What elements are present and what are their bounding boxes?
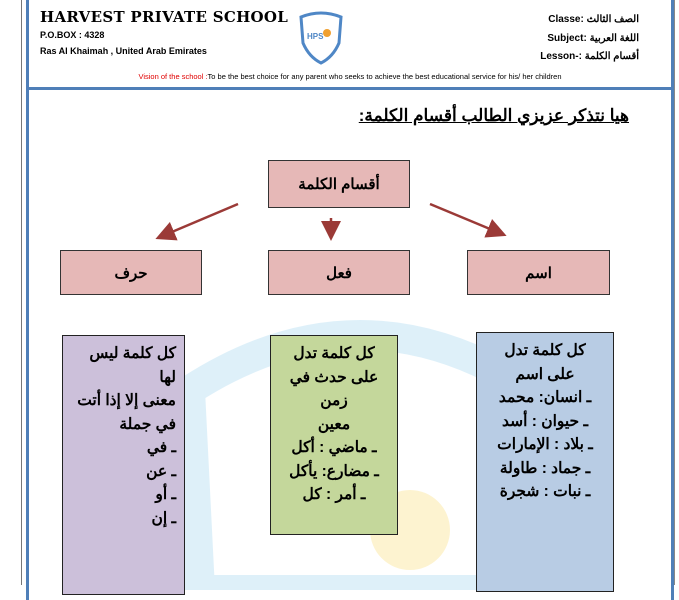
arrow-left bbox=[160, 204, 238, 237]
card-line: ـ بلاد : الإمارات bbox=[497, 436, 593, 453]
category-fiel: فعل bbox=[268, 250, 410, 295]
arrow-right bbox=[430, 204, 502, 234]
card-harf bbox=[62, 335, 185, 595]
card-line: ـ إن bbox=[151, 509, 176, 527]
card-line: ـ أمر : كل bbox=[302, 486, 366, 503]
class-label: Classe: bbox=[548, 14, 584, 25]
lesson-value: أقسام الكلمة bbox=[584, 51, 639, 62]
card-line: معنى إلا إذا أتت bbox=[77, 392, 176, 409]
card-line: ـ أو bbox=[155, 486, 176, 503]
card-fiel bbox=[270, 335, 398, 535]
card-line: على حدث في زمن bbox=[289, 368, 379, 409]
card-line: ـ عن bbox=[146, 462, 176, 480]
subject-label: Subject: bbox=[547, 33, 587, 44]
subject-value: اللغة العربية bbox=[589, 33, 639, 44]
card-ism bbox=[476, 332, 614, 592]
card-line: ـ نبات : شجرة bbox=[499, 483, 591, 500]
card-line: ـ في bbox=[146, 439, 176, 456]
category-harf: حرف bbox=[60, 250, 202, 295]
school-name: HARVEST PRIVATE SCHOOL bbox=[40, 8, 289, 26]
card-line: ـ حيوان : أسد bbox=[501, 412, 588, 430]
vision-label: Vision of the school : bbox=[138, 72, 208, 81]
card-line: في جملة bbox=[119, 415, 176, 433]
svg-text:HPS: HPS bbox=[307, 32, 324, 41]
class-value: الصف الثالث bbox=[586, 14, 639, 25]
page-title: هيا نتذكر عزيزي الطالب أقسام الكلمة: bbox=[358, 106, 629, 125]
category-ism: اسم bbox=[467, 250, 610, 295]
card-line: على اسم bbox=[515, 365, 575, 383]
card-line: ـ انسان: محمد bbox=[498, 389, 592, 406]
lesson-label: Lesson-: bbox=[540, 51, 582, 62]
arrows bbox=[0, 0, 679, 260]
location: Ras Al Khaimah , United Arab Emirates bbox=[40, 46, 207, 56]
card-line: كل كلمة تدل bbox=[293, 345, 375, 362]
card-line: كل كلمة تدل bbox=[504, 342, 586, 359]
card-line: معين bbox=[317, 415, 351, 433]
card-line: ـ مضارع: يأكل bbox=[289, 462, 379, 480]
root-box: أقسام الكلمة bbox=[268, 160, 410, 208]
vision-text: To be the best choice for any parent who seeks to achieve the best educational service for his/ her children bbox=[207, 72, 562, 81]
card-line: ـ ماضي : أكل bbox=[291, 439, 377, 456]
po-box: P.O.BOX : 4328 bbox=[40, 30, 105, 40]
card-line: ـ جماد : طاولة bbox=[499, 459, 591, 477]
card-line: كل كلمة ليس لها bbox=[89, 345, 176, 386]
